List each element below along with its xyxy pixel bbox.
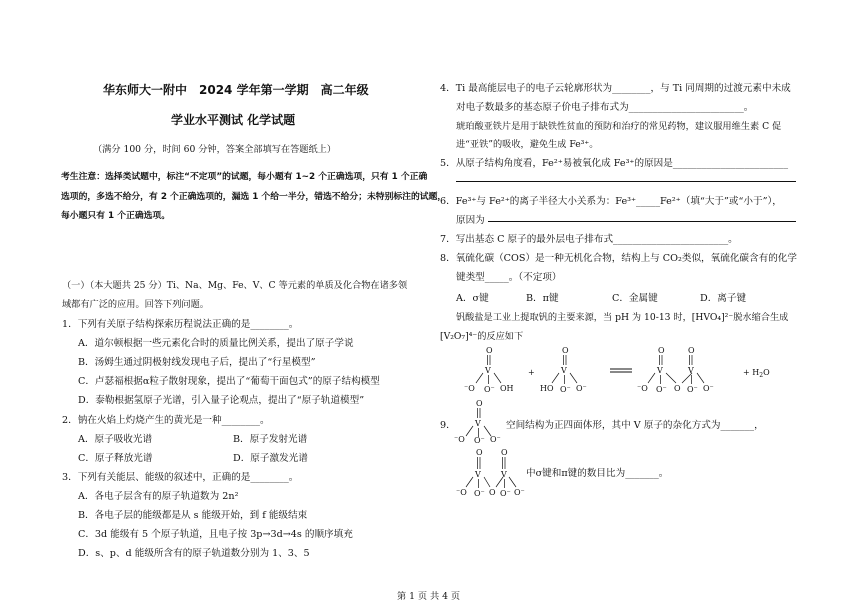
question-1-stem: 1．下列有关原子结构探索历程说法正确的是________。	[62, 319, 299, 330]
question-8-line-1: 8．氧硫化碳（COS）是一种无机化合物，结构上与 CO₂类似，氧硫化碳含有的化学	[440, 253, 797, 264]
svg-text:O⁻: O⁻	[703, 384, 714, 393]
section-intro-1: （一）（本大题共 25 分）Ti、Na、Mg、Fe、V、C 等元素的单质及化合物在诸多领	[62, 280, 408, 291]
svg-text:O: O	[501, 448, 508, 457]
question-8-option-c: C．金属键	[612, 293, 658, 304]
svg-text:OH: OH	[500, 384, 514, 393]
svg-text:O⁻: O⁻	[474, 489, 485, 498]
question-3-option-d: D．s、p、d 能级所含有的原子轨道数分别为 1、3、5	[78, 548, 310, 559]
svg-text:O: O	[476, 448, 483, 457]
svg-text:O: O	[476, 399, 483, 408]
plus-sign: +	[528, 368, 535, 377]
svg-text:V: V	[501, 470, 507, 479]
svg-text:V: V	[475, 419, 481, 428]
instruction-line-2: 选项的，多选不给分，有 2 个正确选项的，漏选 1 个给一半分，错选不给分；未特别标注的试题，	[61, 192, 447, 202]
svg-text:⁻O: ⁻O	[454, 435, 465, 444]
note-ferrous-1: 琥珀酸亚铁片是用于缺铁性贫血的预防和治疗的常见药物，建议服用维生素 C 促	[456, 121, 782, 132]
section-intro-2: 域都有广泛的应用。回答下列问题。	[62, 299, 209, 310]
svg-text:O⁻: O⁻	[514, 488, 525, 497]
svg-text:O⁻: O⁻	[576, 384, 587, 393]
question-2-option-c: C．原子释放光谱	[78, 453, 153, 464]
svg-text:⁻O: ⁻O	[637, 384, 648, 393]
note-vanadate-2: [V₂O₇]⁴⁻的反应如下	[440, 331, 524, 342]
question-3-option-a: A．各电子层含有的原子轨道数为 2n²	[78, 491, 239, 502]
svg-text:O⁻: O⁻	[490, 435, 501, 444]
question-6-line-1: 6．Fe³⁺与 Fe²⁺的离子半径大小关系为：Fe³⁺_____Fe²⁺（填“大于”或“小于”），	[440, 196, 782, 207]
question-3-option-b: B．各电子层的能级都是从 s 能级开始，到 f 能级结束	[78, 510, 308, 521]
svg-text:O: O	[658, 346, 665, 355]
svg-text:O: O	[562, 346, 569, 355]
question-2-option-a: A．原子吸收光谱	[78, 434, 153, 445]
svg-text:O: O	[674, 384, 681, 393]
svg-text:O⁻: O⁻	[687, 385, 698, 394]
svg-text:V: V	[657, 366, 663, 375]
question-9-text: 空间结构为正四面体形，其中 V 原子的杂化方式为_______，	[506, 420, 764, 431]
svg-text:V: V	[485, 366, 491, 375]
svg-text:O⁻: O⁻	[484, 385, 495, 394]
svg-text:O: O	[486, 346, 493, 355]
page-footer: 第 1 页 共 4 页	[397, 591, 461, 602]
hvo4-molecule-1	[464, 346, 514, 394]
answer-line-q6[interactable]	[488, 212, 796, 222]
svg-text:HO: HO	[540, 384, 554, 393]
instruction-line-1: 考生注意：选择类试题中，标注“不定项”的试题，每小题有 1~2 个正确选项，只有 1 个正确	[61, 172, 428, 182]
question-1-option-a: A．道尔顿根据一些元素化合时的质量比例关系，提出了原子学说	[78, 338, 354, 349]
question-1-option-c: C．卢瑟福根据α粒子散射现象，提出了“葡萄干面包式”的原子结构模型	[78, 376, 380, 387]
vanadate-reaction-diagram	[450, 345, 790, 395]
instruction-line-3: 每小题只有 1 个正确选项。	[61, 211, 171, 221]
svg-text:O: O	[489, 488, 496, 497]
svg-text:O⁻: O⁻	[656, 385, 667, 394]
vo4-structure	[452, 398, 504, 444]
svg-text:V: V	[688, 366, 694, 375]
question-2-option-b: B．原子发射光谱	[233, 434, 308, 445]
exam-subtitle: 学业水平测试 化学试题	[171, 113, 296, 127]
question-6-line-2: 原因为	[456, 215, 485, 226]
question-3-option-c: C．3d 能级有 5 个原子轨道，且电子按 3p→3d→4s 的顺序填充	[78, 529, 353, 540]
question-1-option-d: D．泰勒根据氢原子光谱，引入量子论观点，提出了“原子轨道模型”	[78, 395, 365, 406]
svg-text:O⁻: O⁻	[474, 436, 485, 444]
question-9b-text: 中σ键和π键的数目比为_______。	[526, 468, 669, 479]
question-1-option-b: B．汤姆生通过阴极射线发现电子后，提出了“行星模型”	[78, 357, 316, 368]
note-vanadate-1: 钒酸盐是工业上提取钒的主要来源，当 pH 为 10-13 时，[HVO₄]²⁻脱水缩合生成	[456, 312, 789, 323]
svg-text:O: O	[688, 346, 695, 355]
v2o7-molecule	[637, 346, 714, 394]
svg-text:V: V	[561, 366, 567, 375]
note-ferrous-2: 进“亚铁”的吸收，避免生成 Fe³⁺。	[456, 139, 599, 150]
svg-text:⁻O: ⁻O	[456, 488, 467, 497]
svg-text:V: V	[475, 470, 481, 479]
question-5: 5．从原子结构角度看，Fe²⁺易被氧化成 Fe³⁺的原因是________________________	[440, 158, 788, 169]
question-8-line-2: 键类型_____。（不定项）	[456, 272, 562, 283]
water-product: + $H_2O$	[743, 368, 770, 379]
score-note: （满分 100 分，时间 60 分钟，答案全部填写在答题纸上）	[93, 144, 337, 155]
question-2-stem: 2．钠在火焰上灼烧产生的黄光是一种________。	[62, 415, 270, 426]
question-4-line-2: 对电子数最多的基态原子价电子排布式为________________________。	[456, 102, 754, 113]
svg-text:O⁻: O⁻	[560, 385, 571, 394]
question-9-number: 9．	[440, 420, 456, 431]
question-4-line-1: 4．Ti 最高能层电子的电子云轮廓形状为________，与 Ti 同周期的过渡元素中未成	[440, 83, 791, 94]
question-3-stem: 3．下列有关能层、能级的叙述中，正确的是________。	[62, 472, 299, 483]
svg-text:O⁻: O⁻	[500, 489, 511, 498]
question-8-option-d: D．离子键	[700, 293, 747, 304]
exam-title: 华东师大一附中 2024 学年第一学期 高二年级	[103, 83, 369, 97]
question-8-option-b: B．π键	[526, 293, 559, 304]
svg-text:⁻O: ⁻O	[464, 384, 475, 393]
answer-line-q5[interactable]	[456, 172, 796, 182]
v2o7-structure	[456, 447, 528, 499]
question-2-option-d: D．原子激发光谱	[233, 453, 308, 464]
hvo4-molecule-2	[540, 346, 587, 394]
question-8-option-a: A．σ键	[456, 293, 489, 304]
question-7: 7．写出基态 C 原子的最外层电子排布式________________________。	[440, 234, 738, 245]
